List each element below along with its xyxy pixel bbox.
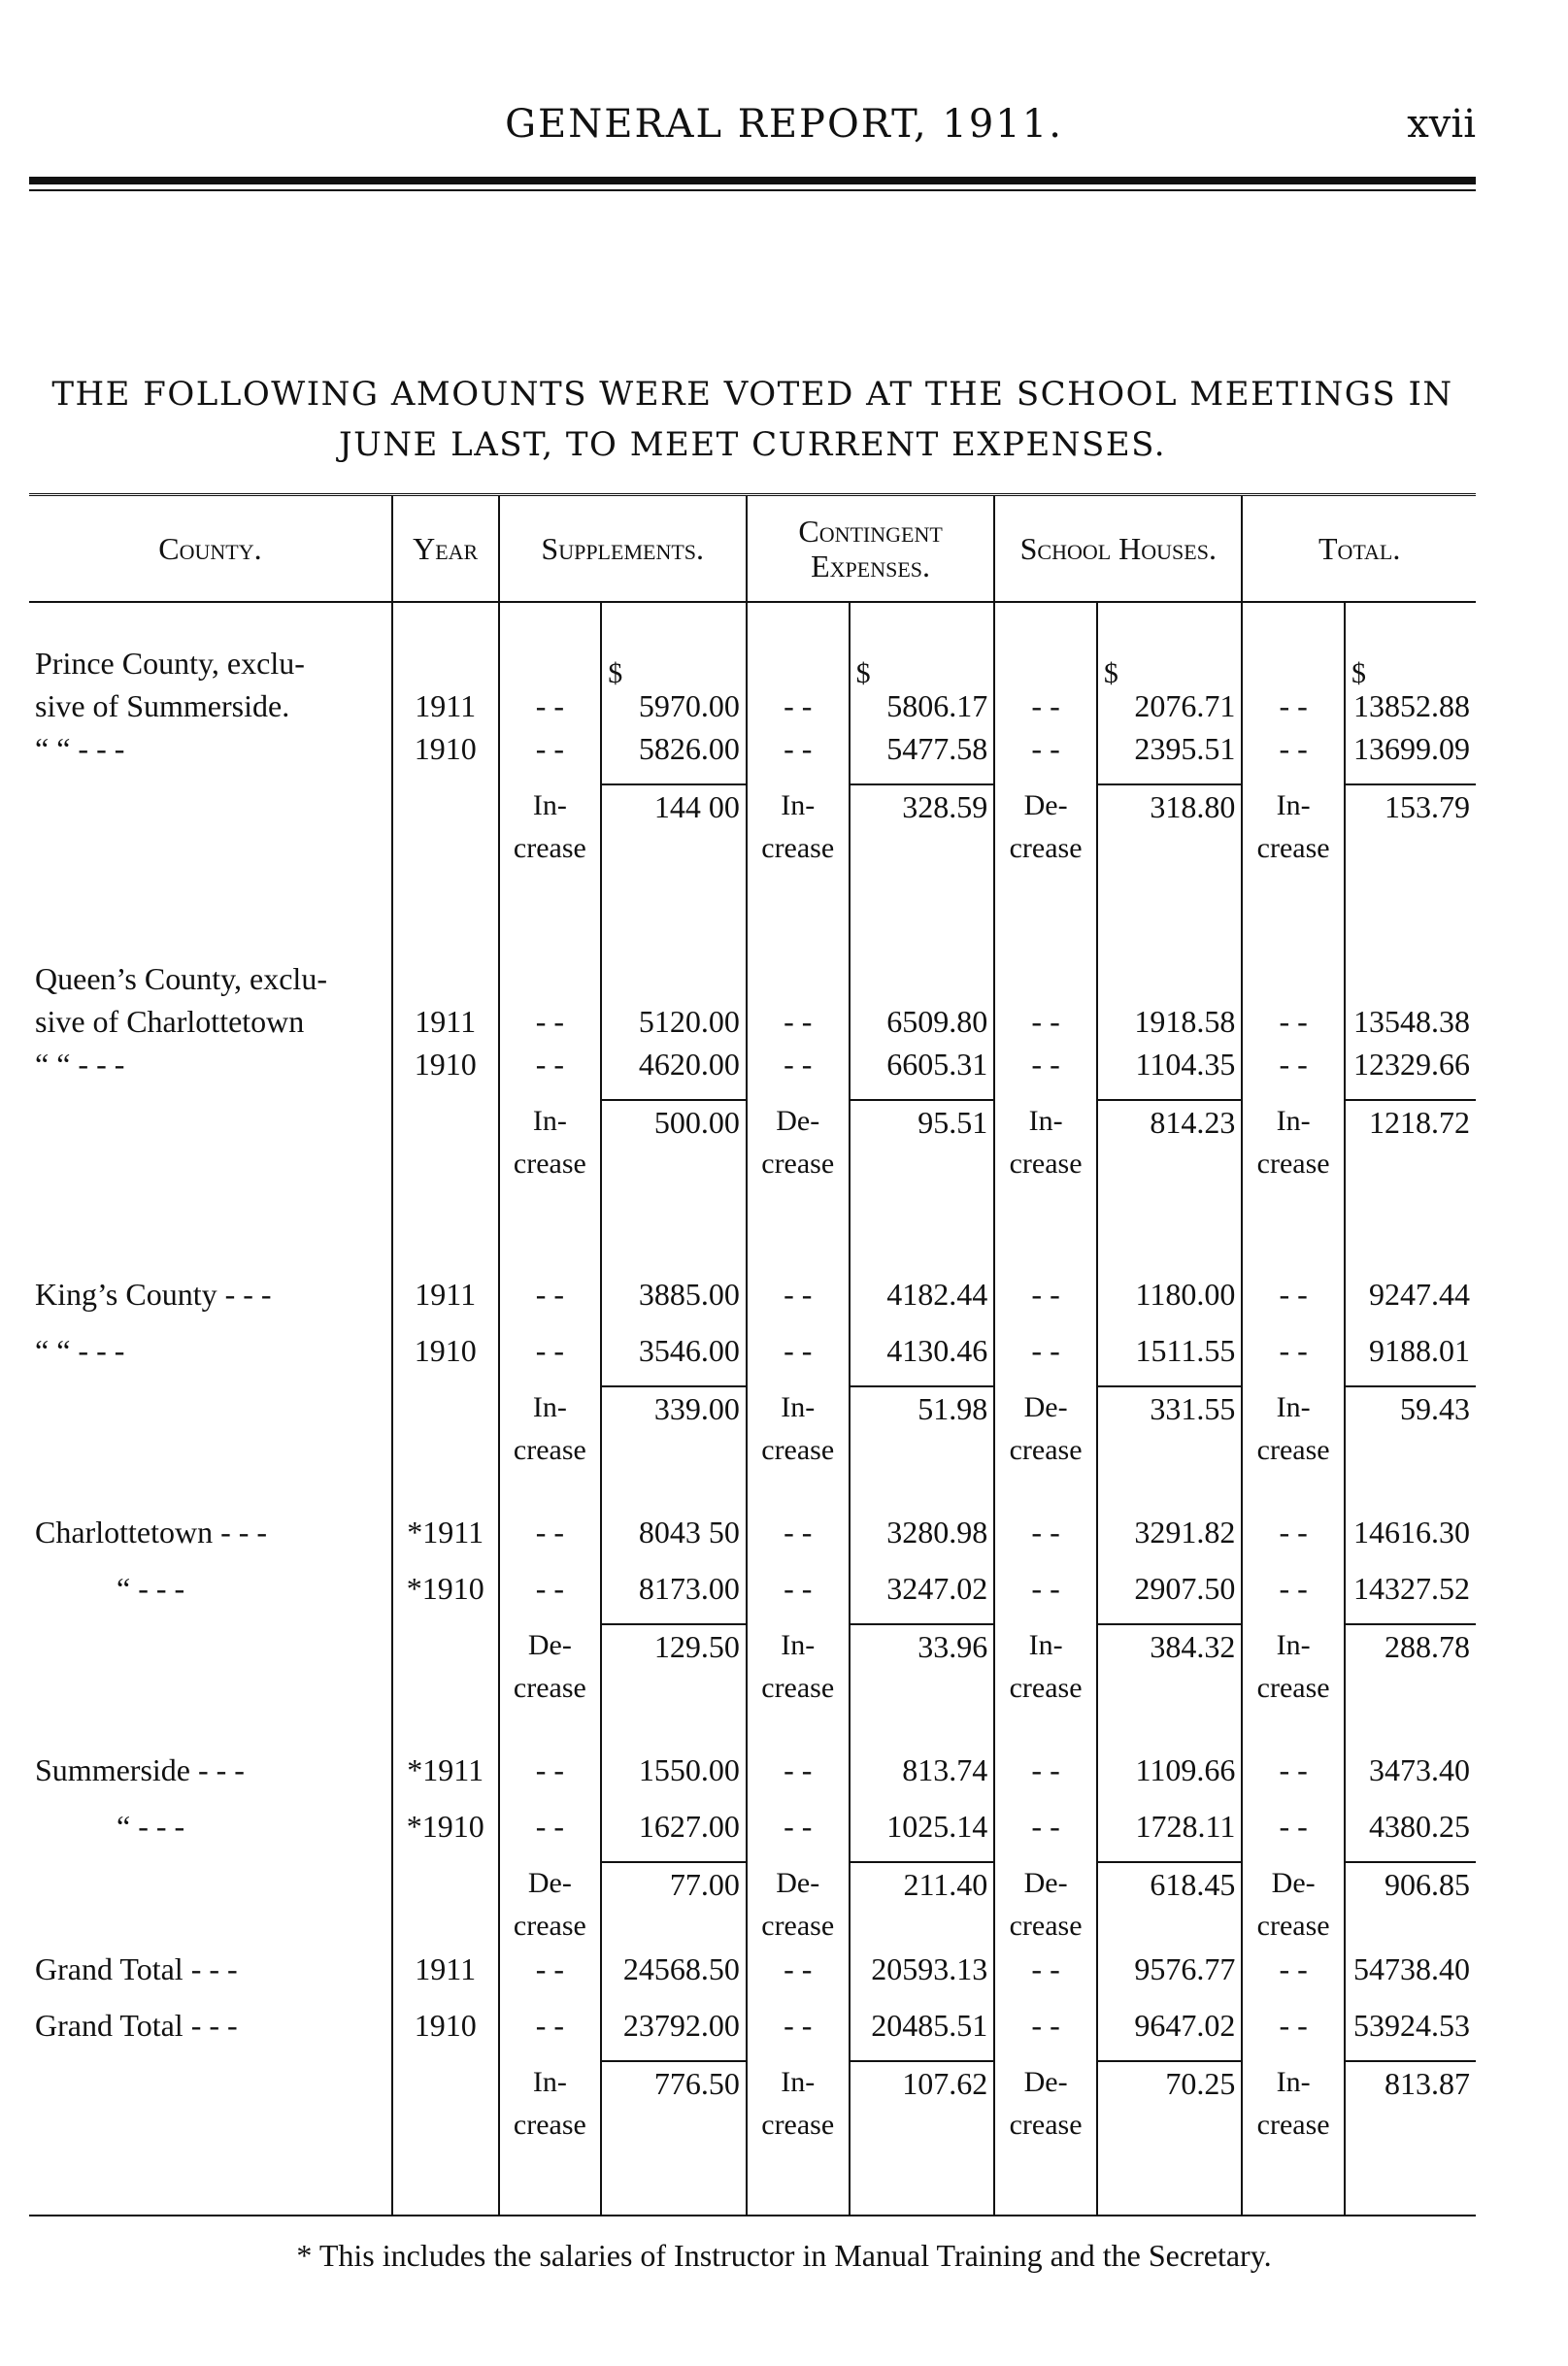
table-row: [29, 1862, 1476, 1948]
amount-cell: 53924.53: [1345, 2004, 1476, 2061]
change-label: In- crease: [499, 784, 602, 870]
amount-cell: $ 5806.17: [850, 642, 995, 727]
dash-cell: - -: [994, 1805, 1097, 1862]
amount-cell: 9647.02: [1097, 2004, 1242, 2061]
dash-cell: - -: [994, 957, 1097, 1043]
change-label: In- crease: [1242, 1100, 1345, 1185]
difference-cell: 1218.72: [1345, 1100, 1476, 1185]
difference-cell: 95.51: [850, 1100, 995, 1185]
amount-cell: 9188.01: [1345, 1329, 1476, 1386]
change-label: In- crease: [1242, 784, 1345, 870]
dash-cell: - -: [1242, 1805, 1345, 1862]
grand-total-row: [29, 1948, 1476, 2004]
county-ditto: “ “ - - -: [35, 1333, 125, 1368]
amount-cell: 1728.11: [1097, 1805, 1242, 1862]
difference-cell: 107.62: [850, 2061, 995, 2147]
year-cell: 1911: [392, 1948, 499, 2004]
change-label: In- crease: [747, 784, 850, 870]
header-school-houses: School Houses.: [994, 495, 1242, 603]
dash-cell: - -: [1242, 2004, 1345, 2061]
amount-cell: 9247.44: [1345, 1273, 1476, 1329]
amount-cell: 1180.00: [1097, 1273, 1242, 1329]
table-row: [29, 1624, 1476, 1710]
amount-cell: 8043 50: [601, 1511, 747, 1567]
table-row: [29, 1511, 1476, 1567]
change-label: De- crease: [994, 1386, 1097, 1472]
dash-cell: - -: [499, 1273, 602, 1329]
amount-cell: 5120.00: [601, 957, 747, 1043]
year-cell: 1911: [392, 642, 499, 727]
change-label: De- crease: [747, 1862, 850, 1948]
amount-cell: 3473.40: [1345, 1749, 1476, 1805]
header-supplements: Supplements.: [499, 495, 747, 603]
change-label: De- crease: [994, 2061, 1097, 2147]
dash-cell: - -: [747, 1567, 850, 1624]
dash-cell: - -: [1242, 727, 1345, 784]
county-cell: [29, 642, 392, 727]
amount-cell: 1511.55: [1097, 1329, 1242, 1386]
change-label: In- crease: [747, 1386, 850, 1472]
amount-cell: 6605.31: [850, 1043, 995, 1100]
difference-cell: 384.32: [1097, 1624, 1242, 1710]
table-heading-line1: THE FOLLOWING AMOUNTS WERE VOTED AT THE SCHOOL MEETINGS IN: [51, 375, 1453, 414]
dash-cell: - -: [499, 642, 602, 727]
difference-cell: 144 00: [601, 784, 747, 870]
amount-cell: 13699.09: [1345, 727, 1476, 784]
dash-cell: - -: [499, 1329, 602, 1386]
change-label: In- crease: [1242, 1624, 1345, 1710]
dollar-sign: $: [608, 657, 623, 689]
county-ditto: “ “ - - -: [35, 731, 125, 766]
dash-cell: - -: [994, 2004, 1097, 2061]
difference-cell: 328.59: [850, 784, 995, 870]
change-label: In- crease: [499, 1386, 602, 1472]
dash-cell: - -: [747, 1273, 850, 1329]
year-cell: *1911: [392, 1511, 499, 1567]
county-label: Prince County, exclu-: [35, 646, 305, 681]
dash-cell: - -: [747, 1329, 850, 1386]
dash-cell: - -: [499, 1511, 602, 1567]
amount-cell: $ 2076.71: [1097, 642, 1242, 727]
amount-cell: 23792.00: [601, 2004, 747, 2061]
dash-cell: - -: [747, 1805, 850, 1862]
change-label: In- crease: [1242, 1386, 1345, 1472]
year-cell: 1910: [392, 1043, 499, 1100]
difference-cell: 618.45: [1097, 1862, 1242, 1948]
dash-cell: - -: [499, 1805, 602, 1862]
difference-cell: 288.78: [1345, 1624, 1476, 1710]
table-heading-line2: JUNE LAST, TO MEET CURRENT EXPENSES.: [338, 425, 1167, 464]
year-cell: 1910: [392, 2004, 499, 2061]
table-row: [29, 1805, 1476, 1862]
year-cell: *1910: [392, 1567, 499, 1624]
difference-cell: 59.43: [1345, 1386, 1476, 1472]
change-label: In- crease: [747, 2061, 850, 2147]
county-ditto: “ “ - - -: [35, 1047, 125, 1082]
difference-cell: 813.87: [1345, 2061, 1476, 2147]
amount-cell: 4182.44: [850, 1273, 995, 1329]
difference-cell: 51.98: [850, 1386, 995, 1472]
difference-cell: 77.00: [601, 1862, 747, 1948]
year-cell: *1910: [392, 1805, 499, 1862]
dash-cell: - -: [994, 727, 1097, 784]
change-label: De- crease: [1242, 1862, 1345, 1948]
amount-cell: 6509.80: [850, 957, 995, 1043]
header-rule-thin: [29, 189, 1476, 191]
amount-cell: 3885.00: [601, 1273, 747, 1329]
dash-cell: - -: [994, 1948, 1097, 2004]
amount-cell: 2907.50: [1097, 1567, 1242, 1624]
table-row: [29, 1329, 1476, 1386]
difference-cell: 814.23: [1097, 1100, 1242, 1185]
dash-cell: - -: [747, 2004, 850, 2061]
dash-cell: - -: [499, 2004, 602, 2061]
amount-cell: 8173.00: [601, 1567, 747, 1624]
table-row: [29, 1567, 1476, 1624]
difference-cell: 500.00: [601, 1100, 747, 1185]
header-county: County.: [29, 495, 392, 603]
grand-total-row: [29, 2004, 1476, 2061]
dash-cell: - -: [1242, 1273, 1345, 1329]
dollar-sign: $: [1103, 657, 1118, 689]
county-label: Summerside - - -: [35, 1752, 245, 1787]
table-row: [29, 957, 1476, 1043]
dash-cell: - -: [747, 957, 850, 1043]
change-label: De- crease: [994, 784, 1097, 870]
difference-cell: 339.00: [601, 1386, 747, 1472]
amount-cell: 12329.66: [1345, 1043, 1476, 1100]
amount-cell: 4380.25: [1345, 1805, 1476, 1862]
amount-cell: 20485.51: [850, 2004, 995, 2061]
dash-cell: - -: [1242, 1567, 1345, 1624]
amount-cell: 14616.30: [1345, 1511, 1476, 1567]
difference-cell: 153.79: [1345, 784, 1476, 870]
difference-cell: 318.80: [1097, 784, 1242, 870]
change-label: In- crease: [747, 1624, 850, 1710]
dash-cell: - -: [499, 957, 602, 1043]
page-number: xvii: [1407, 102, 1476, 147]
table-row: [29, 1043, 1476, 1100]
amount-cell: 5477.58: [850, 727, 995, 784]
amount-cell: 1918.58: [1097, 957, 1242, 1043]
grand-total-label: Grand Total - - -: [35, 2008, 238, 2043]
dollar-sign: $: [855, 657, 871, 689]
change-label: In- crease: [994, 1624, 1097, 1710]
difference-cell: 776.50: [601, 2061, 747, 2147]
dash-cell: - -: [1242, 1043, 1345, 1100]
amount-cell: 14327.52: [1345, 1567, 1476, 1624]
year-cell: *1911: [392, 1749, 499, 1805]
amount-cell: 9576.77: [1097, 1948, 1242, 2004]
amount-cell: 24568.50: [601, 1948, 747, 2004]
amount-cell: 1550.00: [601, 1749, 747, 1805]
table-heading: [29, 369, 1476, 470]
amount-cell: $ 13852.88: [1345, 642, 1476, 727]
change-label: In- crease: [499, 2061, 602, 2147]
difference-cell: 33.96: [850, 1624, 995, 1710]
amount-cell: 2395.51: [1097, 727, 1242, 784]
header-row: [29, 495, 1476, 603]
amount-cell: 3247.02: [850, 1567, 995, 1624]
dash-cell: - -: [994, 642, 1097, 727]
difference-cell: 129.50: [601, 1624, 747, 1710]
table-row: [29, 784, 1476, 870]
county-label: Charlottetown - - -: [35, 1515, 268, 1550]
county-label: Queen’s County, exclu-: [35, 961, 327, 996]
amount-cell: 3546.00: [601, 1329, 747, 1386]
header-total: Total.: [1242, 495, 1476, 603]
dash-cell: - -: [747, 1043, 850, 1100]
amount-cell: 1627.00: [601, 1805, 747, 1862]
footnote: * This includes the salaries of Instructor in Manual Training and the Secretary.: [296, 2238, 1272, 2273]
header-rule: [29, 177, 1476, 184]
table-row: [29, 1386, 1476, 1472]
dash-cell: - -: [747, 1511, 850, 1567]
amount-cell: 1109.66: [1097, 1749, 1242, 1805]
dash-cell: - -: [994, 1749, 1097, 1805]
change-label: In- crease: [994, 1100, 1097, 1185]
table-row: [29, 1100, 1476, 1185]
dash-cell: - -: [994, 1567, 1097, 1624]
change-label: De- crease: [499, 1862, 602, 1948]
table-row: [29, 727, 1476, 784]
year-cell: 1911: [392, 957, 499, 1043]
amount-cell: 13548.38: [1345, 957, 1476, 1043]
table-row: [29, 1273, 1476, 1329]
running-head: [0, 102, 1568, 160]
amount-cell: 4130.46: [850, 1329, 995, 1386]
dash-cell: - -: [1242, 642, 1345, 727]
amount-cell: 20593.13: [850, 1948, 995, 2004]
difference-cell: 70.25: [1097, 2061, 1242, 2147]
dash-cell: - -: [747, 1948, 850, 2004]
change-label: De- crease: [994, 1862, 1097, 1948]
county-label: King’s County - - -: [35, 1277, 272, 1312]
change-label: De- crease: [499, 1624, 602, 1710]
amount-cell: 1025.14: [850, 1805, 995, 1862]
amount-cell: 3280.98: [850, 1511, 995, 1567]
amount-cell: 813.74: [850, 1749, 995, 1805]
expenses-table: [29, 493, 1476, 2216]
dash-cell: - -: [1242, 1749, 1345, 1805]
county-ditto: “ - - -: [117, 1809, 185, 1844]
amount-cell: 5826.00: [601, 727, 747, 784]
dash-cell: - -: [747, 1749, 850, 1805]
dash-cell: - -: [499, 727, 602, 784]
table-row: [29, 2061, 1476, 2147]
difference-cell: 211.40: [850, 1862, 995, 1948]
difference-cell: 906.85: [1345, 1862, 1476, 1948]
year-cell: 1911: [392, 1273, 499, 1329]
year-cell: 1910: [392, 1329, 499, 1386]
table-row: [29, 1749, 1476, 1805]
dash-cell: - -: [499, 1749, 602, 1805]
dash-cell: - -: [1242, 957, 1345, 1043]
amount-cell: 1104.35: [1097, 1043, 1242, 1100]
change-label: In- crease: [1242, 2061, 1345, 2147]
amount-cell: 54738.40: [1345, 1948, 1476, 2004]
county-cell: [29, 957, 392, 1043]
amount-cell: $ 5970.00: [601, 642, 747, 727]
dash-cell: - -: [1242, 1329, 1345, 1386]
county-ditto: “ - - -: [117, 1571, 185, 1606]
dash-cell: - -: [994, 1273, 1097, 1329]
running-head-title: GENERAL REPORT, 1911.: [505, 102, 1063, 147]
dash-cell: - -: [499, 1567, 602, 1624]
dash-cell: - -: [499, 1948, 602, 2004]
dash-cell: - -: [1242, 1948, 1345, 2004]
dash-cell: - -: [994, 1043, 1097, 1100]
dash-cell: - -: [994, 1511, 1097, 1567]
dash-cell: - -: [747, 727, 850, 784]
grand-total-label: Grand Total - - -: [35, 1951, 238, 1986]
change-label: De- crease: [747, 1100, 850, 1185]
dash-cell: - -: [747, 642, 850, 727]
difference-cell: 331.55: [1097, 1386, 1242, 1472]
county-label: sive of Summerside.: [35, 688, 290, 723]
dash-cell: - -: [994, 1329, 1097, 1386]
change-label: In- crease: [499, 1100, 602, 1185]
dash-cell: - -: [1242, 1511, 1345, 1567]
amount-cell: 3291.82: [1097, 1511, 1242, 1567]
amount-cell: 4620.00: [601, 1043, 747, 1100]
table-row: [29, 642, 1476, 727]
county-label: sive of Charlottetown: [35, 1004, 305, 1039]
year-cell: 1910: [392, 727, 499, 784]
dash-cell: - -: [499, 1043, 602, 1100]
dollar-sign: $: [1351, 657, 1366, 689]
header-year: Year: [392, 495, 499, 603]
header-contingent: Contingent Expenses.: [747, 495, 994, 603]
